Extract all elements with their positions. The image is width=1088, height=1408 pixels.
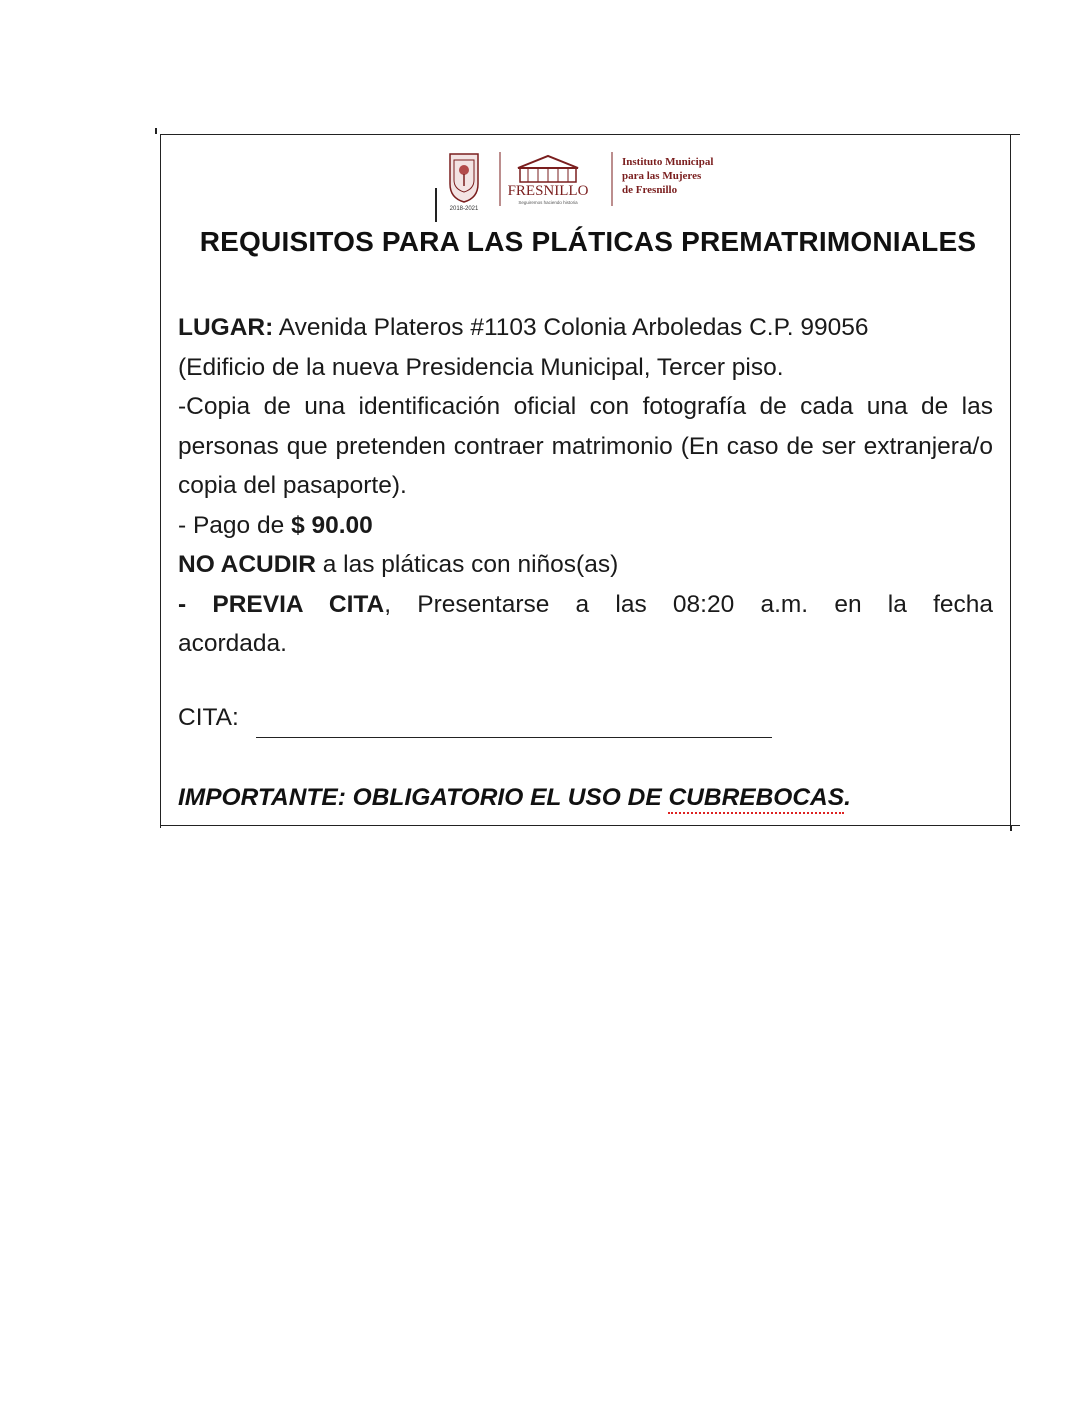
institute-line-3: de Fresnillo xyxy=(622,184,678,196)
box-right-border xyxy=(1010,134,1011,828)
corner-mark xyxy=(155,128,157,134)
previa-cita-line-2: acordada. xyxy=(178,630,287,657)
box-top-border xyxy=(160,134,1020,135)
lugar-label: LUGAR: xyxy=(178,314,274,341)
spellcheck-word: CUBREBOCAS xyxy=(668,784,844,814)
box-left-border xyxy=(160,134,161,828)
institute-line-2: para las Mujeres xyxy=(622,170,702,182)
important-notice xyxy=(178,784,851,812)
previa-cita-rest: , Presentarse a las 08:20 a.m. en la fecha xyxy=(384,590,993,618)
cita-label: CITA: xyxy=(178,704,239,731)
no-acudir-line xyxy=(178,545,993,585)
cita-blank-line xyxy=(256,737,772,738)
institute-line-1: Instituto Municipal xyxy=(622,156,714,168)
pago-amount: $ 90.00 xyxy=(291,511,373,539)
document-title: REQUISITOS PARA LAS PLÁTICAS PREMATRIMONIALES xyxy=(199,226,977,257)
box-bottom-border xyxy=(160,825,1020,826)
previa-cita-line xyxy=(178,585,993,625)
pago-prefix: - Pago de xyxy=(178,511,292,539)
municipal-emblem xyxy=(450,154,479,212)
fresnillo-logos-image xyxy=(438,148,738,218)
brand-tagline: Seguiremos haciendo historia xyxy=(518,200,578,205)
pago-line xyxy=(178,506,993,546)
important-end: . xyxy=(844,784,851,811)
brand-name: FRESNILLO xyxy=(507,183,589,199)
corner-mark xyxy=(1010,825,1012,831)
requirements-body xyxy=(178,308,993,664)
important-text: IMPORTANTE: OBLIGATORIO EL USO DE xyxy=(178,784,669,811)
lugar-address: Avenida Plateros #1103 Colonia Arboledas C.P. 99056 xyxy=(278,314,869,341)
text-cursor xyxy=(435,188,437,222)
fresnillo-building-icon xyxy=(518,156,578,182)
no-acudir-rest: a las pláticas con niños(as) xyxy=(315,551,619,578)
previa-cita-bold: - PREVIA CITA xyxy=(178,590,385,618)
edificio-line: (Edificio de la nueva Presidencia Municipal, Tercer piso. xyxy=(178,353,784,381)
header-logos xyxy=(438,148,738,218)
emblem-years: 2018-2021 xyxy=(449,206,479,212)
no-acudir-bold: NO ACUDIR xyxy=(178,551,316,578)
copia-requirement: -Copia de una identificación oficial con fotografía de cada una de las personas que pretenden contraer matrimonio (En caso de ser extranjera/o copia del pasaporte). xyxy=(178,393,993,499)
lugar-line xyxy=(178,308,993,348)
